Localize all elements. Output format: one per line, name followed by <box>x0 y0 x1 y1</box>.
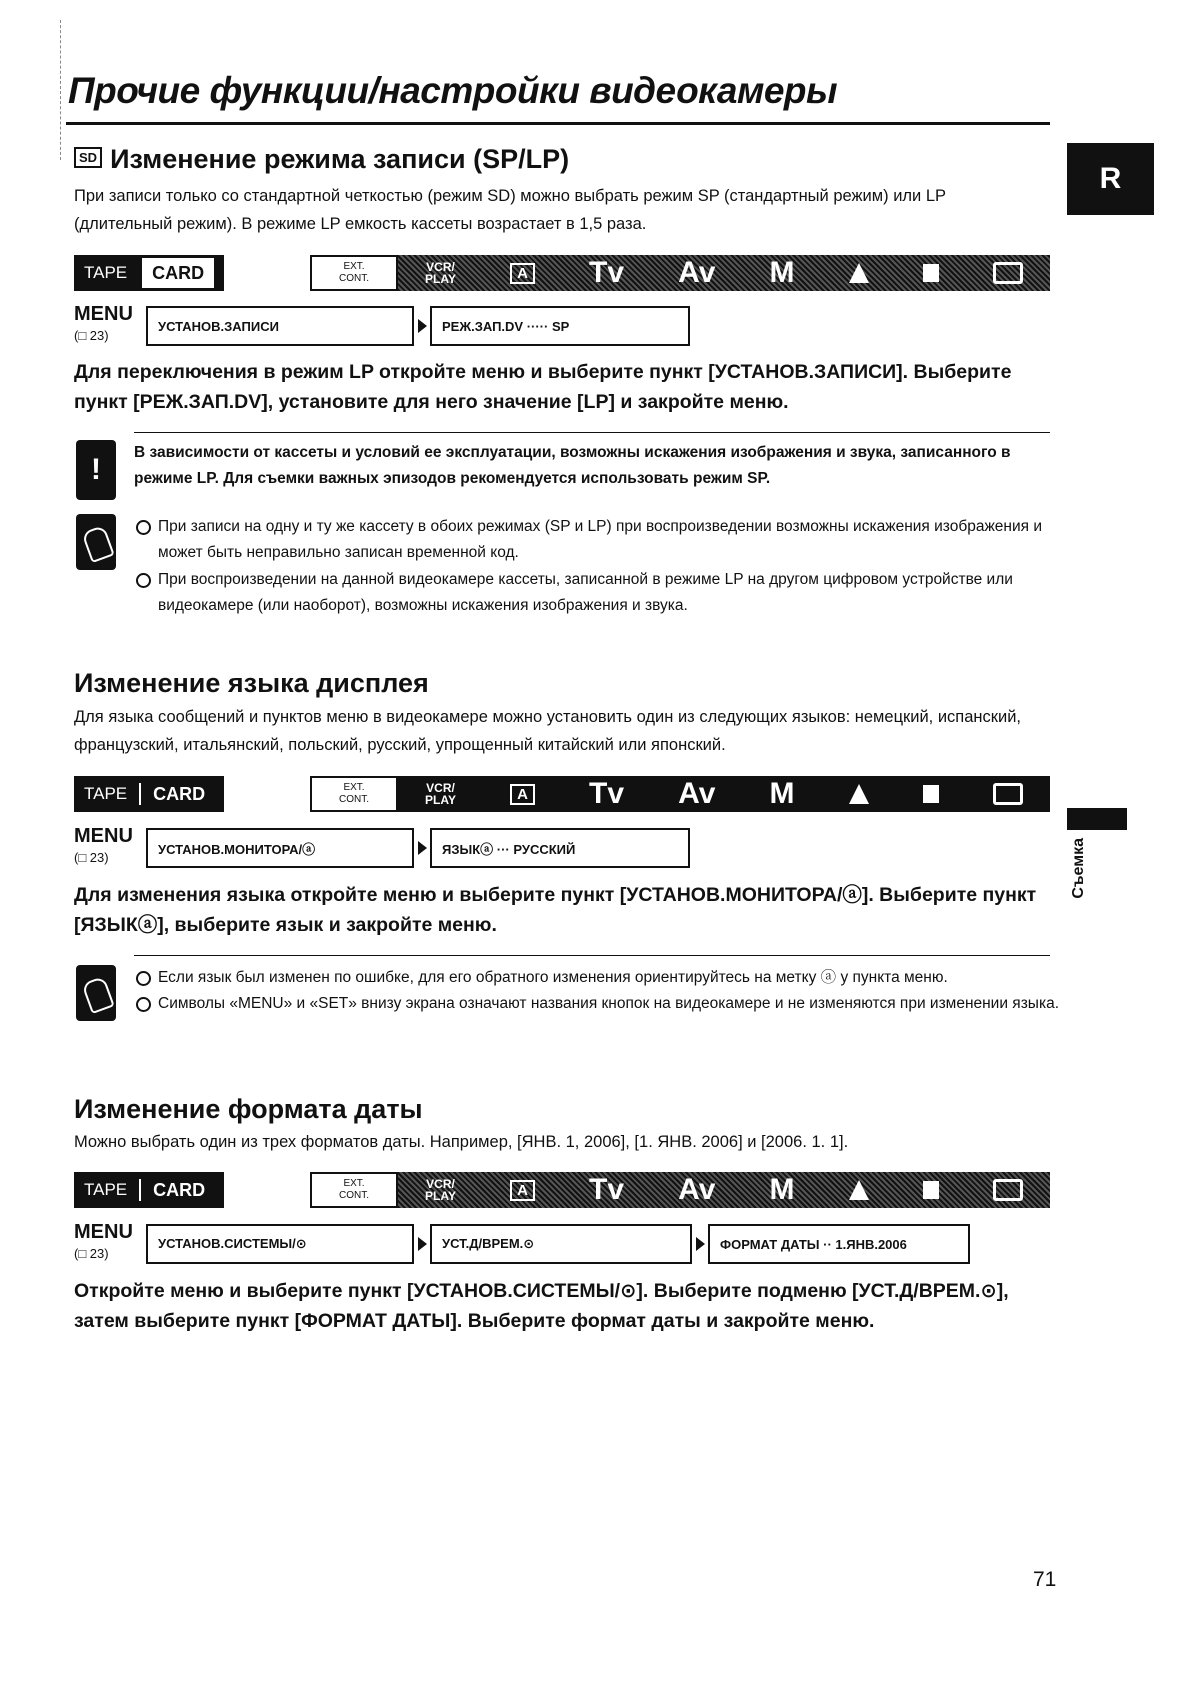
section-intro: При записи только со стандартной четкостью (режим SD) можно выбрать режим SP (стандартный режим) или LP (длительный режим). В режиме LP емкость кассеты возрастает в 1,5 раза. <box>74 187 946 233</box>
auto-mode-icon: A <box>510 1180 535 1201</box>
manual-mode: M <box>769 1173 795 1206</box>
arrow-icon <box>696 1237 705 1251</box>
menu-box-rec-mode: РЕЖ.ЗАП.DV ····· SP <box>430 306 690 346</box>
av-mode: Av <box>678 777 716 810</box>
note-item: Если язык был изменен по ошибке, для его обратного изменения ориентируйтесь на метку ⓐ у пункта меню. <box>134 965 1064 991</box>
mode-bar <box>74 255 1050 291</box>
title-rule <box>66 122 1050 125</box>
vcr-bottom: PLAY <box>425 1189 456 1203</box>
side-label: Съемка <box>1070 838 1087 899</box>
tv-mode: Tv <box>589 1173 625 1206</box>
av-mode: Av <box>678 256 716 289</box>
card-mode-icon <box>993 1179 1023 1201</box>
ext-cont-mode <box>310 255 398 291</box>
side-bar <box>1067 808 1127 830</box>
ext-bottom: CONT. <box>339 1190 369 1201</box>
tape-label: TAPE <box>84 1180 128 1199</box>
card-label: CARD <box>153 1179 206 1200</box>
manual-mode: M <box>769 777 795 810</box>
note-item: Символы «MENU» и «SET» внизу экрана означают названия кнопок на видеокамере и не изменяются при изменении языка. <box>134 991 1064 1017</box>
tape-label: TAPE <box>84 784 128 803</box>
scene-mode-icon <box>849 784 869 804</box>
card-label: CARD <box>153 783 206 804</box>
page-reference: (□ 23) <box>74 850 109 865</box>
note-item: При воспроизведении на данной видеокамере кассеты, записанной в режиме LP на другом цифровом устройстве или видеокамере (или наоборот), возможны искажения изображения и звука. <box>134 567 1064 619</box>
warning-text: В зависимости от кассеты и условий ее эксплуатации, возможны искажения изображения и звука, записанного в режиме LP. Для съемки важных эпизодов рекомендуется использовать режим SP. <box>134 444 1011 487</box>
note-rule <box>134 955 1050 956</box>
ext-top: EXT. <box>343 782 365 793</box>
ext-bottom: CONT. <box>339 273 369 284</box>
mode-bar <box>74 776 1050 812</box>
section-intro: Для языка сообщений и пунктов меню в видеокамере можно установить один из следующих языков: немецкий, испанский, французский, итальянский, польский, русский, упрощенный китайский или японский. <box>74 708 1022 754</box>
ext-bottom: CONT. <box>339 794 369 805</box>
ext-cont-mode <box>310 776 398 812</box>
margin-tick <box>60 20 62 160</box>
card-label: CARD <box>139 255 217 291</box>
instruction-recording-mode: Для переключения в режим LP откройте меню и выберите пункт [УСТАНОВ.ЗАПИСИ]. Выберите пункт [РЕЖ.ЗАП.DV], установите для него значение [LP] и закройте меню. <box>74 361 1012 413</box>
tape-card-indicator <box>74 776 224 812</box>
menu-box-date-time: УСТ.Д/ВРЕМ.⊙ <box>430 1224 692 1264</box>
ext-top: EXT. <box>343 1178 365 1189</box>
menu-box-language: ЯЗЫКⓐ ··· РУССКИЙ <box>430 828 690 868</box>
ext-cont-mode <box>310 1172 398 1208</box>
photo-mode-icon <box>923 785 939 803</box>
page-reference: (□ 23) <box>74 1246 109 1261</box>
section-tab: R <box>1067 143 1154 215</box>
menu-box-date-format: ФОРМАТ ДАТЫ ·· 1.ЯНВ.2006 <box>708 1224 970 1264</box>
note-icon <box>76 514 116 570</box>
vcr-top: VCR/ <box>426 781 455 795</box>
warning-icon: ! <box>76 440 116 500</box>
page-number: 71 <box>1033 1568 1057 1591</box>
menu-box-display-setup: УСТАНОВ.МОНИТОРА/ⓐ <box>146 828 414 868</box>
auto-mode-icon: A <box>510 263 535 284</box>
shooting-modes <box>398 1172 1050 1208</box>
sd-icon: SD <box>74 147 102 168</box>
menu-label: MENU <box>74 1221 133 1243</box>
menu-label: MENU <box>74 303 133 325</box>
shooting-modes <box>398 776 1050 812</box>
separator <box>139 1179 141 1201</box>
scene-mode-icon <box>849 1180 869 1200</box>
photo-mode-icon <box>923 1181 939 1199</box>
auto-mode-icon: A <box>510 784 535 805</box>
tape-label: TAPE <box>84 263 128 282</box>
vcr-play-mode <box>425 782 456 806</box>
manual-mode: M <box>769 256 795 289</box>
menu-label: MENU <box>74 825 133 847</box>
vcr-bottom: PLAY <box>425 793 456 807</box>
page-reference: (□ 23) <box>74 328 109 343</box>
ext-top: EXT. <box>343 261 365 272</box>
heading-text: Изменение режима записи (SP/LP) <box>110 144 570 174</box>
section-heading-recording-mode <box>74 144 569 175</box>
card-mode-icon <box>993 262 1023 284</box>
scene-mode-icon <box>849 263 869 283</box>
arrow-icon <box>418 841 427 855</box>
vcr-bottom: PLAY <box>425 272 456 286</box>
tv-mode: Tv <box>589 777 625 810</box>
arrow-icon <box>418 319 427 333</box>
photo-mode-icon <box>923 264 939 282</box>
section-heading-date-format: Изменение формата даты <box>74 1094 423 1124</box>
note-item: При записи на одну и ту же кассету в обоих режимах (SP и LP) при воспроизведении возможны искажения изображения и может быть неправильно записан временной код. <box>134 514 1064 566</box>
mode-bar <box>74 1172 1050 1208</box>
vcr-top: VCR/ <box>426 1177 455 1191</box>
tape-card-indicator <box>74 1172 224 1208</box>
vcr-top: VCR/ <box>426 260 455 274</box>
card-mode-icon <box>993 783 1023 805</box>
section-heading-language: Изменение языка дисплея <box>74 668 429 698</box>
instruction-date-format: Откройте меню и выберите пункт [УСТАНОВ.СИСТЕМЫ/⊙]. Выберите подменю [УСТ.Д/ВРЕМ.⊙], затем выберите пункт [ФОРМАТ ДАТЫ]. Выберите формат даты и закройте меню. <box>74 1280 1009 1332</box>
shooting-modes <box>398 255 1050 291</box>
vcr-play-mode <box>425 261 456 285</box>
page-title: Прочие функции/настройки видеокамеры <box>68 70 838 111</box>
menu-box-recording-setup: УСТАНОВ.ЗАПИСИ <box>146 306 414 346</box>
tv-mode: Tv <box>589 256 625 289</box>
separator <box>139 783 141 805</box>
section-intro: Можно выбрать один из трех форматов даты. Например, [ЯНВ. 1, 2006], [1. ЯНВ. 2006] и [2006. 1. 1]. <box>74 1133 849 1151</box>
menu-box-system-setup: УСТАНОВ.СИСТЕМЫ/⊙ <box>146 1224 414 1264</box>
note-icon <box>76 965 116 1021</box>
instruction-language: Для изменения языка откройте меню и выберите пункт [УСТАНОВ.МОНИТОРА/ⓐ]. Выберите пункт [ЯЗЫКⓐ], выберите язык и закройте меню. <box>74 884 1037 936</box>
vcr-play-mode <box>425 1178 456 1202</box>
arrow-icon <box>418 1237 427 1251</box>
tape-card-indicator <box>74 255 224 291</box>
av-mode: Av <box>678 1173 716 1206</box>
note-rule <box>134 432 1050 433</box>
